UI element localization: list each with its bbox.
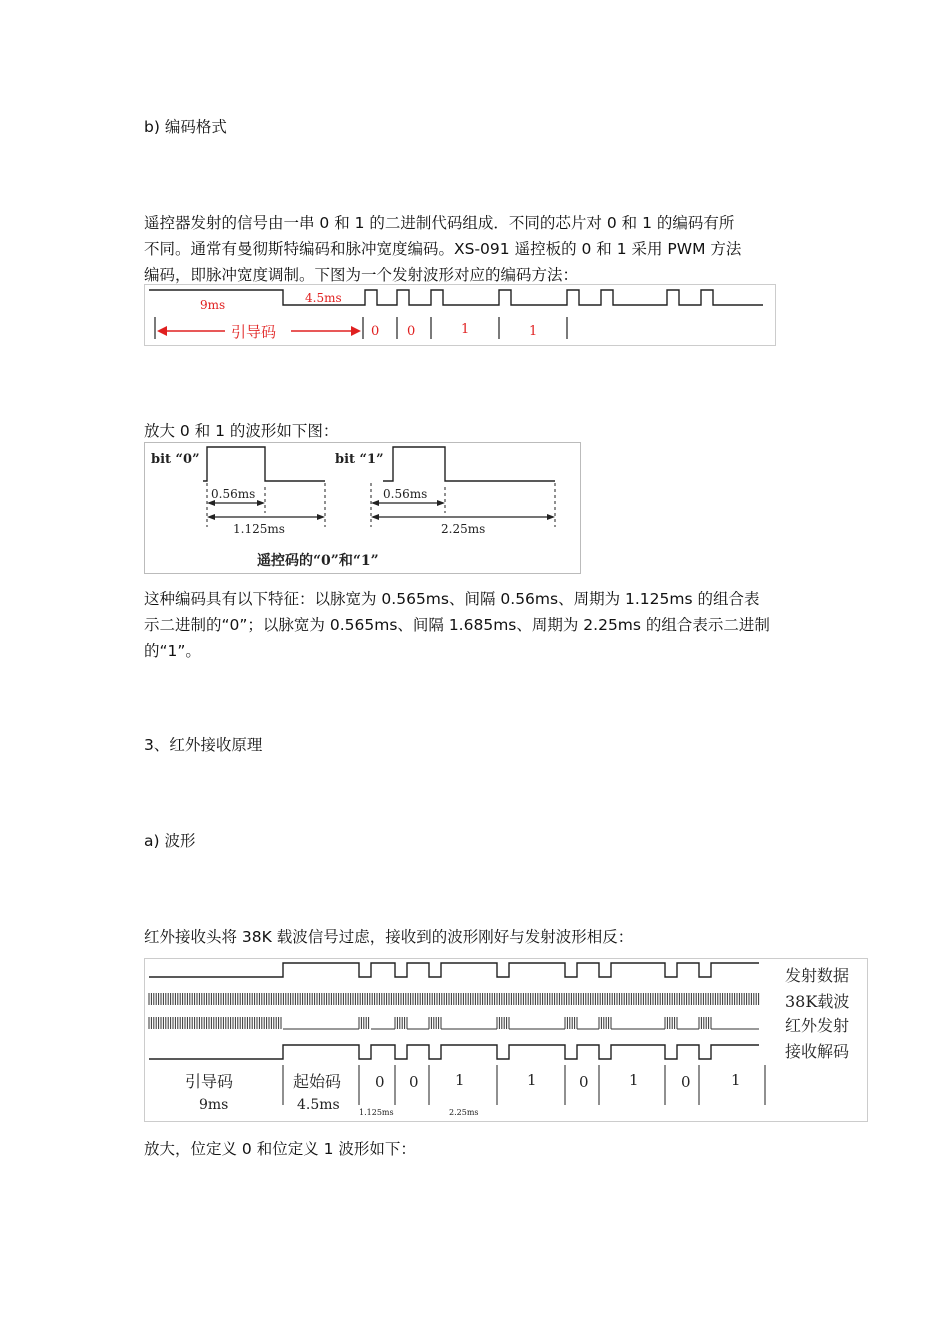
ir-emit-pulses <box>149 1017 759 1029</box>
row-label-transmit: 发射数据 <box>785 966 850 985</box>
paragraph-line: 不同。通常有曼彻斯特编码和脉冲宽度编码。XS-091 遥控板的 0 和 1 采用 PWM 方法 <box>144 240 742 258</box>
section-3-title: 3、红外接收原理 <box>144 736 263 754</box>
bit-label: 0 <box>371 324 380 339</box>
leader-9ms-label: 9ms <box>200 298 226 312</box>
zoom-caption: 放大，位定义 0 和位定义 1 波形如下： <box>144 1140 416 1158</box>
paragraph-line: 编码，即脉冲宽度调制。下图为一个发射波形对应的编码方法： <box>144 266 579 284</box>
period0-label: 1.125ms <box>233 522 285 536</box>
pulse1-label: 0.56ms <box>383 487 428 501</box>
figure-caption: 遥控码的“0”和“1” <box>257 553 379 569</box>
section-b-title: b) 编码格式 <box>144 118 227 136</box>
bit-label: 0 <box>681 1073 691 1091</box>
start-time-label: 4.5ms <box>297 1097 340 1113</box>
leader-code-label: 引导码 <box>231 323 277 341</box>
row-label-receive: 接收解码 <box>785 1042 850 1061</box>
period1-label: 2.25ms <box>441 522 486 536</box>
bit-label: 1 <box>461 322 470 337</box>
pulse0-label: 0.56ms <box>211 487 256 501</box>
paragraph-line: 示二进制的“0”；以脉宽为 0.565ms、间隔 1.685ms、周期为 2.25ms 的组合表示二进制 <box>144 616 770 634</box>
bit-label: 1 <box>527 1071 537 1089</box>
paragraph-line: 遥控器发射的信号由一串 0 和 1 的二进制代码组成．不同的芯片对 0 和 1 的编码有所 <box>144 214 735 232</box>
bit-label: 1 <box>731 1071 741 1089</box>
emit-row <box>149 1017 759 1029</box>
bit-label: 0 <box>407 324 416 339</box>
zoom-intro: 放大 0 和 1 的波形如下图： <box>144 422 339 440</box>
leader-time-label: 9ms <box>199 1097 229 1113</box>
transmit-waveform-figure <box>144 284 776 346</box>
bit0-label: bit “0” <box>151 452 200 467</box>
leader-code-label: 引导码 <box>185 1072 234 1091</box>
start-code-label: 起始码 <box>293 1072 342 1091</box>
bit-waveform-figure <box>144 442 581 574</box>
long-period-label: 2.25ms <box>449 1108 479 1117</box>
short-period-label: 1.125ms <box>359 1108 394 1117</box>
bit-label: 1 <box>629 1071 639 1089</box>
bit-label: 0 <box>375 1073 385 1091</box>
bit-label: 0 <box>579 1073 589 1091</box>
row-label-carrier: 38K载波 <box>785 992 850 1011</box>
receive-paragraph: 红外接收头将 38K 载波信号过虑，接收到的波形刚好与发射波形相反： <box>144 928 634 946</box>
receive-waveform-figure <box>144 958 868 1122</box>
bit1-label: bit “1” <box>335 452 384 467</box>
carrier-row <box>149 993 759 1005</box>
leader-4.5ms-label: 4.5ms <box>305 291 342 305</box>
paragraph-line: 的“1”。 <box>144 642 201 660</box>
bit-label: 0 <box>409 1073 419 1091</box>
bit-label: 1 <box>529 324 538 339</box>
paragraph-line: 这种编码具有以下特征：以脉宽为 0.565ms、间隔 0.56ms、周期为 1.125ms 的组合表 <box>144 590 760 608</box>
section-a-title: a) 波形 <box>144 832 196 850</box>
row-label-ir-emit: 红外发射 <box>785 1016 850 1035</box>
bit-label: 1 <box>455 1071 465 1089</box>
carrier-pulses <box>149 993 759 1005</box>
